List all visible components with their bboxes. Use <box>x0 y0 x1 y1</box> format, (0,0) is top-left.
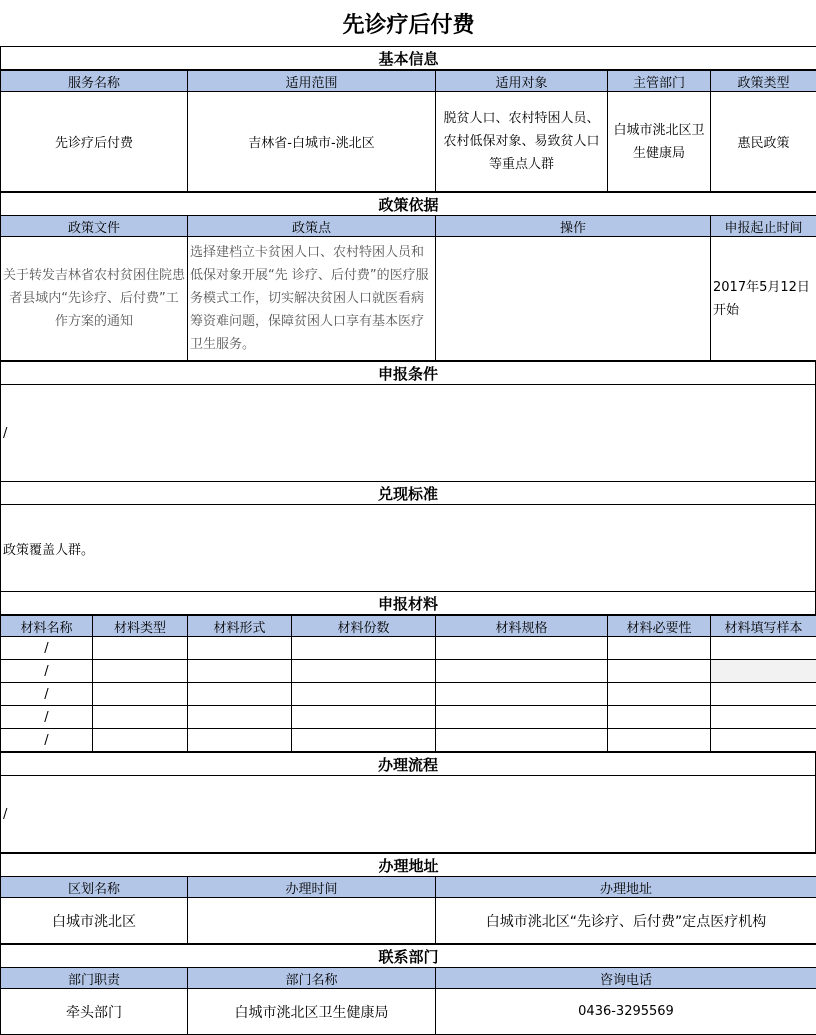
basic-info-table <box>0 70 816 192</box>
header-material-name: 材料名称 <box>1 616 93 637</box>
table-row <box>1 660 816 683</box>
material-cell <box>292 660 436 683</box>
target-value: 脱贫人口、农村特困人员、农村低保对象、易致贫人口等重点人群 <box>436 92 608 192</box>
header-service-name: 服务名称 <box>1 71 188 92</box>
header-material-form: 材料形式 <box>188 616 292 637</box>
page-title: 先诊疗后付费 <box>342 12 475 38</box>
conditions-table <box>0 361 816 615</box>
section-address: 办理地址 <box>1 854 816 877</box>
material-cell <box>608 683 711 706</box>
header-operation: 操作 <box>436 216 711 237</box>
material-cell <box>436 683 608 706</box>
standard-content: 政策覆盖人群。 <box>1 505 816 592</box>
material-name-cell: / <box>1 660 93 683</box>
material-cell <box>292 683 436 706</box>
policy-point-text: 选择建档立卡贫困人口、农村特困人员和低保对象开展“先 诊疗、后付费”的医疗服务模式工作，切实解决贫困人口就医看病筹资难问题，保障贫困人口享有基本医疗卫生服务。 <box>188 237 436 361</box>
material-name-cell: / <box>1 637 93 660</box>
material-cell <box>292 706 436 729</box>
header-department: 主管部门 <box>608 71 711 92</box>
policy-table <box>0 0 816 70</box>
conditions-content: / <box>1 385 816 482</box>
header-hours: 办理时间 <box>188 877 436 898</box>
material-cell <box>93 637 188 660</box>
material-cell <box>93 706 188 729</box>
material-cell <box>188 660 292 683</box>
table-row <box>1 683 816 706</box>
contact-table <box>0 944 816 1035</box>
process-content: / <box>1 776 816 853</box>
material-cell <box>292 729 436 752</box>
duty-value: 牵头部门 <box>1 989 188 1035</box>
process-table <box>0 752 816 853</box>
header-duty: 部门职责 <box>1 968 188 989</box>
material-cell <box>93 729 188 752</box>
material-cell <box>436 660 608 683</box>
table-row <box>1 729 816 752</box>
material-cell <box>93 683 188 706</box>
district-value: 白城市洮北区 <box>1 898 188 944</box>
header-policy-file: 政策文件 <box>1 216 188 237</box>
table-row <box>1 637 816 660</box>
material-cell <box>188 683 292 706</box>
material-cell <box>608 637 711 660</box>
selected-cell[interactable] <box>711 660 816 683</box>
material-cell <box>93 660 188 683</box>
dept-name-value: 白城市洮北区卫生健康局 <box>188 989 436 1035</box>
policy-type-value: 惠民政策 <box>711 92 816 192</box>
section-standard: 兑现标准 <box>1 482 816 505</box>
table-row <box>1 706 816 729</box>
header-phone: 咨询电话 <box>436 968 816 989</box>
header-material-type: 材料类型 <box>93 616 188 637</box>
header-dept-name: 部门名称 <box>188 968 436 989</box>
material-cell <box>608 660 711 683</box>
material-cell <box>608 706 711 729</box>
material-name-cell: / <box>1 706 93 729</box>
material-cell <box>188 729 292 752</box>
header-material-count: 材料份数 <box>292 616 436 637</box>
material-cell <box>436 706 608 729</box>
material-cell <box>608 729 711 752</box>
basis-table <box>0 192 816 361</box>
address-table <box>0 853 816 944</box>
service-name-value: 先诊疗后付费 <box>1 92 188 192</box>
section-conditions: 申报条件 <box>1 362 816 385</box>
material-cell <box>711 706 816 729</box>
section-process: 办理流程 <box>1 753 816 776</box>
material-cell <box>188 706 292 729</box>
phone-value: 0436-3295569 <box>436 989 816 1035</box>
period-value: 2017年5月12日开始 <box>711 237 816 361</box>
material-cell <box>292 637 436 660</box>
header-policy-point: 政策点 <box>188 216 436 237</box>
material-name-cell: / <box>1 729 93 752</box>
section-contact: 联系部门 <box>1 945 816 968</box>
material-cell <box>711 683 816 706</box>
section-basic-info: 基本信息 <box>1 47 816 70</box>
section-policy-basis: 政策依据 <box>1 193 816 216</box>
policy-file-link[interactable]: 关于转发吉林省农村贫困住院患者县域内“先诊疗、后付费”工作方案的通知 <box>1 237 188 361</box>
material-name-cell: / <box>1 683 93 706</box>
header-material-spec: 材料规格 <box>436 616 608 637</box>
header-material-required: 材料必要性 <box>608 616 711 637</box>
operation-cell[interactable] <box>436 237 711 361</box>
header-material-sample: 材料填写样本 <box>711 616 816 637</box>
materials-table <box>0 615 816 752</box>
header-policy-type: 政策类型 <box>711 71 816 92</box>
department-value: 白城市洮北区卫生健康局 <box>608 92 711 192</box>
scope-value: 吉林省-白城市-洮北区 <box>188 92 436 192</box>
header-address: 办理地址 <box>436 877 816 898</box>
header-district: 区划名称 <box>1 877 188 898</box>
header-scope: 适用范围 <box>188 71 436 92</box>
hours-value <box>188 898 436 944</box>
material-cell <box>436 729 608 752</box>
section-materials: 申报材料 <box>1 592 816 615</box>
material-cell <box>188 637 292 660</box>
address-value: 白城市洮北区“先诊疗、后付费”定点医疗机构 <box>436 898 816 944</box>
header-period: 申报起止时间 <box>711 216 816 237</box>
header-target: 适用对象 <box>436 71 608 92</box>
material-cell <box>711 729 816 752</box>
material-cell <box>711 637 816 660</box>
material-cell <box>436 637 608 660</box>
